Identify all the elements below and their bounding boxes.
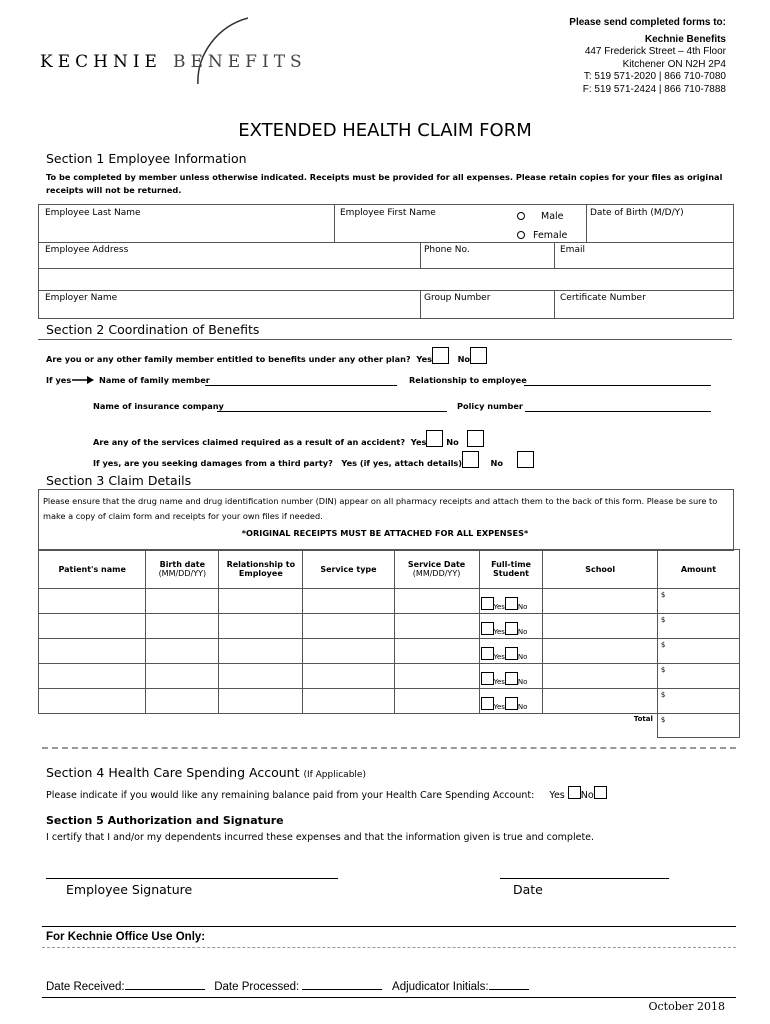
- service-cell[interactable]: [303, 614, 394, 639]
- student-yes-checkbox[interactable]: [481, 647, 494, 660]
- third-party-yes-checkbox[interactable]: [462, 451, 479, 468]
- student-yes-label: Yes: [493, 628, 505, 636]
- service-date-cell[interactable]: [394, 639, 479, 664]
- receipts-notice: *ORIGINAL RECEIPTS MUST BE ATTACHED FOR ALL EXPENSES*: [241, 528, 529, 538]
- relationship-label: Relationship to employee: [409, 375, 527, 385]
- date-label: Date: [513, 882, 543, 897]
- claim-details-table: [38, 549, 740, 738]
- school-header: School: [543, 550, 657, 589]
- section3-heading: Section 3 Claim Details: [46, 473, 192, 488]
- service-date-format: (MM/DD/YY): [412, 569, 461, 578]
- service-date-label: Service Date: [407, 560, 466, 569]
- section4-title: Section 4 Health Care Spending Account: [46, 765, 300, 780]
- date-received-label: Date Received:: [46, 981, 125, 993]
- signature-label: Employee Signature: [66, 882, 193, 897]
- logo-left-word: KECHNIE: [40, 52, 162, 72]
- section1-heading: Section 1 Employee Information: [46, 151, 247, 166]
- signature-line[interactable]: [46, 868, 338, 879]
- group-label: Group Number: [424, 293, 491, 303]
- relationship-field[interactable]: [524, 375, 711, 386]
- school-cell[interactable]: [543, 689, 657, 714]
- total-label-cell: [39, 714, 658, 738]
- total-amount-cell[interactable]: [657, 714, 739, 738]
- third-party-question: [93, 451, 534, 468]
- other-plan-question: [46, 347, 487, 364]
- patient-cell[interactable]: [39, 639, 146, 664]
- other-plan-text: Are you or any other family member entitled to benefits under any other plan?: [46, 354, 411, 364]
- fulltime-cell: [479, 614, 543, 639]
- date-processed-label: Date Processed:: [214, 981, 300, 993]
- policy-field[interactable]: [525, 401, 711, 412]
- amount-cell[interactable]: [657, 614, 739, 639]
- patient-header: Patient's name: [39, 550, 146, 589]
- female-radio[interactable]: [517, 231, 525, 239]
- last-name-label: Employee Last Name: [45, 208, 141, 218]
- claim-rows: [39, 589, 740, 738]
- hcsa-text: Please indicate if you would like any remaining balance paid from your Health Care Spending Account:: [46, 790, 535, 801]
- hcsa-question: [46, 786, 607, 801]
- birth-cell[interactable]: [146, 639, 219, 664]
- insurance-field[interactable]: [217, 401, 447, 412]
- total-label: Total: [633, 715, 653, 723]
- accident-text: Are any of the services claimed required as a result of an accident?: [93, 437, 406, 447]
- date-line[interactable]: [500, 868, 669, 879]
- relationship-cell[interactable]: [219, 664, 303, 689]
- third-party-no-checkbox[interactable]: [517, 451, 534, 468]
- amount-cell[interactable]: [657, 639, 739, 664]
- service-date-cell[interactable]: [394, 689, 479, 714]
- student-no-label: No: [517, 678, 528, 686]
- student-yes-checkbox[interactable]: [481, 597, 494, 610]
- section3-instructions: Please ensure that the drug name and drug identification number (DIN) appear on all pharmacy receipts and attach them to the back of this form. Please be sure to make a copy of claim form and receipts for your own files if needed.: [43, 496, 718, 521]
- phone-label: Phone No.: [424, 245, 470, 255]
- relationship-cell[interactable]: [219, 689, 303, 714]
- student-no-label: No: [517, 653, 528, 661]
- third-party-yes-label: Yes (if yes, attach details): [341, 458, 463, 468]
- accident-no-checkbox[interactable]: [467, 430, 484, 447]
- dollar-sign: $: [660, 591, 666, 599]
- address-phone: T: 519 571-2020 | 866 710-7080: [583, 71, 726, 82]
- student-yes-checkbox[interactable]: [481, 622, 494, 635]
- claim-table-header: [39, 550, 740, 589]
- student-no-checkbox[interactable]: [505, 647, 518, 660]
- student-yes-label: Yes: [493, 703, 505, 711]
- student-no-checkbox[interactable]: [505, 697, 518, 710]
- claim-row: [39, 589, 740, 614]
- amount-header: Amount: [657, 550, 739, 589]
- claim-row: [39, 664, 740, 689]
- fulltime-cell: [479, 664, 543, 689]
- student-no-checkbox[interactable]: [505, 622, 518, 635]
- certification-text: I certify that I and/or my dependents incurred these expenses and that the information given is true and complete.: [46, 832, 595, 843]
- fulltime-cell: [479, 639, 543, 664]
- third-party-text: If yes, are you seeking damages from a third party?: [93, 458, 333, 468]
- male-label: Male: [541, 211, 564, 222]
- relationship-header: Relationship to Employee: [219, 550, 303, 589]
- section4-heading: [46, 765, 366, 780]
- school-cell[interactable]: [543, 639, 657, 664]
- section1-instructions: To be completed by member unless otherwise indicated. Receipts must be provided for all expenses. Please retain copies for your files as original receipts will not be returned.: [46, 172, 723, 195]
- birth-cell[interactable]: [146, 664, 219, 689]
- section2-rule: [38, 339, 732, 340]
- student-yes-checkbox[interactable]: [481, 672, 494, 685]
- other-plan-yes-label: Yes: [416, 354, 432, 364]
- hcsa-yes-checkbox[interactable]: [568, 786, 581, 799]
- service-date-header: [394, 550, 479, 589]
- fulltime-cell: [479, 689, 543, 714]
- student-no-label: No: [517, 628, 528, 636]
- certificate-label: Certificate Number: [560, 293, 646, 303]
- office-use-heading: For Kechnie Office Use Only:: [46, 931, 206, 943]
- birth-cell[interactable]: [146, 589, 219, 614]
- arrow-right-icon: [72, 375, 96, 385]
- dollar-sign: $: [660, 616, 666, 624]
- policy-label: Policy number: [457, 401, 523, 411]
- family-member-field[interactable]: [205, 375, 397, 386]
- address-city: Kitchener ON N2H 2P4: [622, 58, 726, 70]
- claim-row: [39, 689, 740, 714]
- mailing-address: [569, 17, 726, 96]
- female-label: Female: [533, 230, 568, 241]
- section2-heading: Section 2 Coordination of Benefits: [46, 322, 260, 337]
- student-yes-label: Yes: [493, 678, 505, 686]
- amount-cell[interactable]: [657, 689, 739, 714]
- birth-header-format: (MM/DD/YY): [158, 569, 207, 578]
- service-date-cell[interactable]: [394, 589, 479, 614]
- hcsa-no-checkbox[interactable]: [594, 786, 607, 799]
- male-radio[interactable]: [517, 212, 525, 220]
- relationship-cell[interactable]: [219, 614, 303, 639]
- student-yes-checkbox[interactable]: [481, 697, 494, 710]
- date-received-field[interactable]: [125, 978, 205, 990]
- student-no-label: No: [517, 603, 528, 611]
- birth-header: [146, 550, 219, 589]
- patient-cell[interactable]: [39, 614, 146, 639]
- school-cell[interactable]: [543, 614, 657, 639]
- birth-cell[interactable]: [146, 689, 219, 714]
- office-use-dashed-rule: [42, 947, 736, 948]
- student-no-checkbox[interactable]: [505, 672, 518, 685]
- insurance-label: Name of insurance company: [93, 401, 224, 411]
- dollar-sign: $: [660, 666, 666, 674]
- total-dollar-sign: $: [660, 716, 666, 724]
- school-cell[interactable]: [543, 664, 657, 689]
- form-title: EXTENDED HEALTH CLAIM FORM: [238, 120, 532, 141]
- other-plan-yes-checkbox[interactable]: [432, 347, 449, 364]
- section5-heading: Section 5 Authorization and Signature: [46, 814, 284, 827]
- student-yes-label: Yes: [493, 603, 505, 611]
- dob-label: Date of Birth (M/D/Y): [590, 208, 684, 218]
- total-row: [39, 714, 740, 738]
- address-fax: F: 519 571-2424 | 866 710-7888: [582, 83, 726, 95]
- service-cell[interactable]: [303, 589, 394, 614]
- date-processed-field[interactable]: [302, 978, 382, 990]
- third-party-no-label: No: [490, 458, 503, 468]
- relationship-cell[interactable]: [219, 589, 303, 614]
- if-yes-label: If yes: [46, 375, 72, 385]
- accident-yes-label: Yes: [410, 437, 427, 447]
- patient-cell[interactable]: [39, 664, 146, 689]
- address-street: 447 Frederick Street – 4th Floor: [584, 46, 726, 57]
- amount-cell[interactable]: [657, 589, 739, 614]
- logo-right-word: BENEFITS: [173, 52, 307, 72]
- student-yes-label: Yes: [493, 653, 505, 661]
- service-cell[interactable]: [303, 664, 394, 689]
- section4-note: (If Applicable): [303, 770, 366, 780]
- adjudicator-field[interactable]: [489, 978, 529, 990]
- family-member-label: Name of family member: [99, 375, 210, 385]
- dollar-sign: $: [660, 641, 666, 649]
- claim-row: [39, 614, 740, 639]
- service-header: Service type: [303, 550, 394, 589]
- service-date-cell[interactable]: [394, 664, 479, 689]
- address-company: Kechnie Benefits: [644, 33, 726, 45]
- other-plan-no-label: No: [457, 354, 471, 364]
- email-label: Email: [560, 245, 585, 255]
- first-name-label: Employee First Name: [340, 208, 436, 218]
- form-version-date: October 2018: [648, 1000, 725, 1013]
- student-no-label: No: [517, 703, 528, 711]
- fulltime-cell: [479, 589, 543, 614]
- relationship-cell[interactable]: [219, 639, 303, 664]
- hcsa-yes-label: Yes: [549, 790, 565, 801]
- section-divider: [42, 747, 736, 749]
- logo-swoosh-icon: [38, 14, 288, 84]
- adjudicator-label: Adjudicator Initials:: [392, 981, 489, 993]
- amount-cell[interactable]: [657, 664, 739, 689]
- service-cell[interactable]: [303, 689, 394, 714]
- accident-no-label: No: [446, 437, 459, 447]
- claim-row: [39, 639, 740, 664]
- patient-cell[interactable]: [39, 589, 146, 614]
- address-label: Employee Address: [45, 245, 129, 255]
- employer-label: Employer Name: [45, 293, 118, 303]
- birth-header-label: Birth date: [159, 560, 206, 569]
- birth-cell[interactable]: [146, 614, 219, 639]
- accident-question: [93, 430, 484, 447]
- company-logo: [38, 14, 307, 84]
- fulltime-header: Full-time Student: [479, 550, 543, 589]
- dollar-sign: $: [660, 691, 666, 699]
- service-cell[interactable]: [303, 639, 394, 664]
- other-plan-no-checkbox[interactable]: [470, 347, 487, 364]
- hcsa-no-label: No: [580, 790, 594, 801]
- address-header: Please send completed forms to:: [569, 17, 726, 28]
- student-no-checkbox[interactable]: [505, 597, 518, 610]
- service-date-cell[interactable]: [394, 614, 479, 639]
- school-cell[interactable]: [543, 589, 657, 614]
- office-fields: [46, 978, 529, 993]
- patient-cell[interactable]: [39, 689, 146, 714]
- accident-yes-checkbox[interactable]: [426, 430, 443, 447]
